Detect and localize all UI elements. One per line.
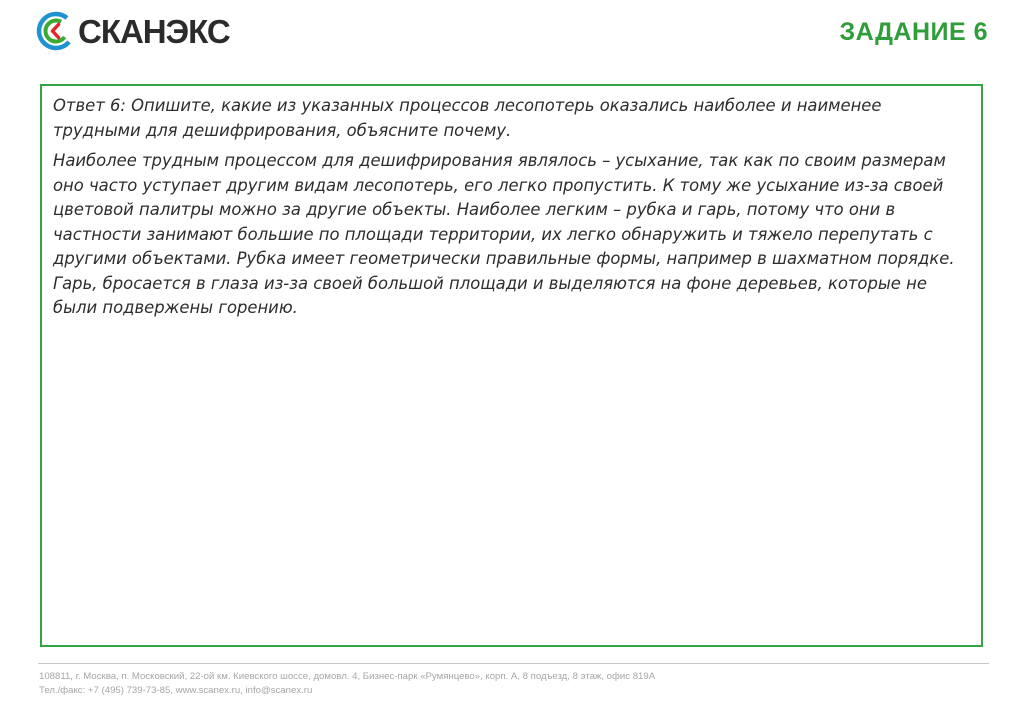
scanex-logo	[36, 10, 230, 52]
footer-contacts: Тел./факс: +7 (495) 739-73-85, www.scanex.ru, info@scanex.ru	[39, 685, 313, 696]
answer-text: Наиболее трудным процессом для дешифрирования являлось – усыхание, так как по своим размерам оно часто уступает другим видам лесопотерь, его легко пропустить. К тому же усыхание из-за своей цветовой палитры можно за другие объекты. Наиболее легким – рубка и гарь, потому что они в частности занимают большие по площади территории, их легко обнаружить и тяжело перепутать с другими объектами. Рубка имеет геометрически правильные формы, например в шахматном порядке. Гарь, бросается в глаза из-за своей большой площади и выделяются на фоне деревьев, которые не были подвержены горению.	[53, 151, 955, 317]
footer-address: 108811, г. Москва, п. Московский, 22-ой км. Киевского шоссе, домовл. 4, Бизнес-парк «Румянцево», корп. А, 8 подъезд, 8 этаж, офис 819А	[39, 671, 656, 682]
scanex-logo-icon	[36, 11, 76, 51]
question-text: Ответ 6: Опишите, какие из указанных процессов лесопотерь оказались наиболее и наименее трудными для дешифрирования, объясните почему.	[53, 96, 882, 140]
answer-box	[40, 84, 983, 647]
brand-name: СКАНЭКС	[78, 12, 230, 50]
footer	[39, 670, 655, 698]
footer-divider	[38, 663, 989, 664]
slide-title: ЗАДАНИЕ 6	[839, 18, 988, 46]
